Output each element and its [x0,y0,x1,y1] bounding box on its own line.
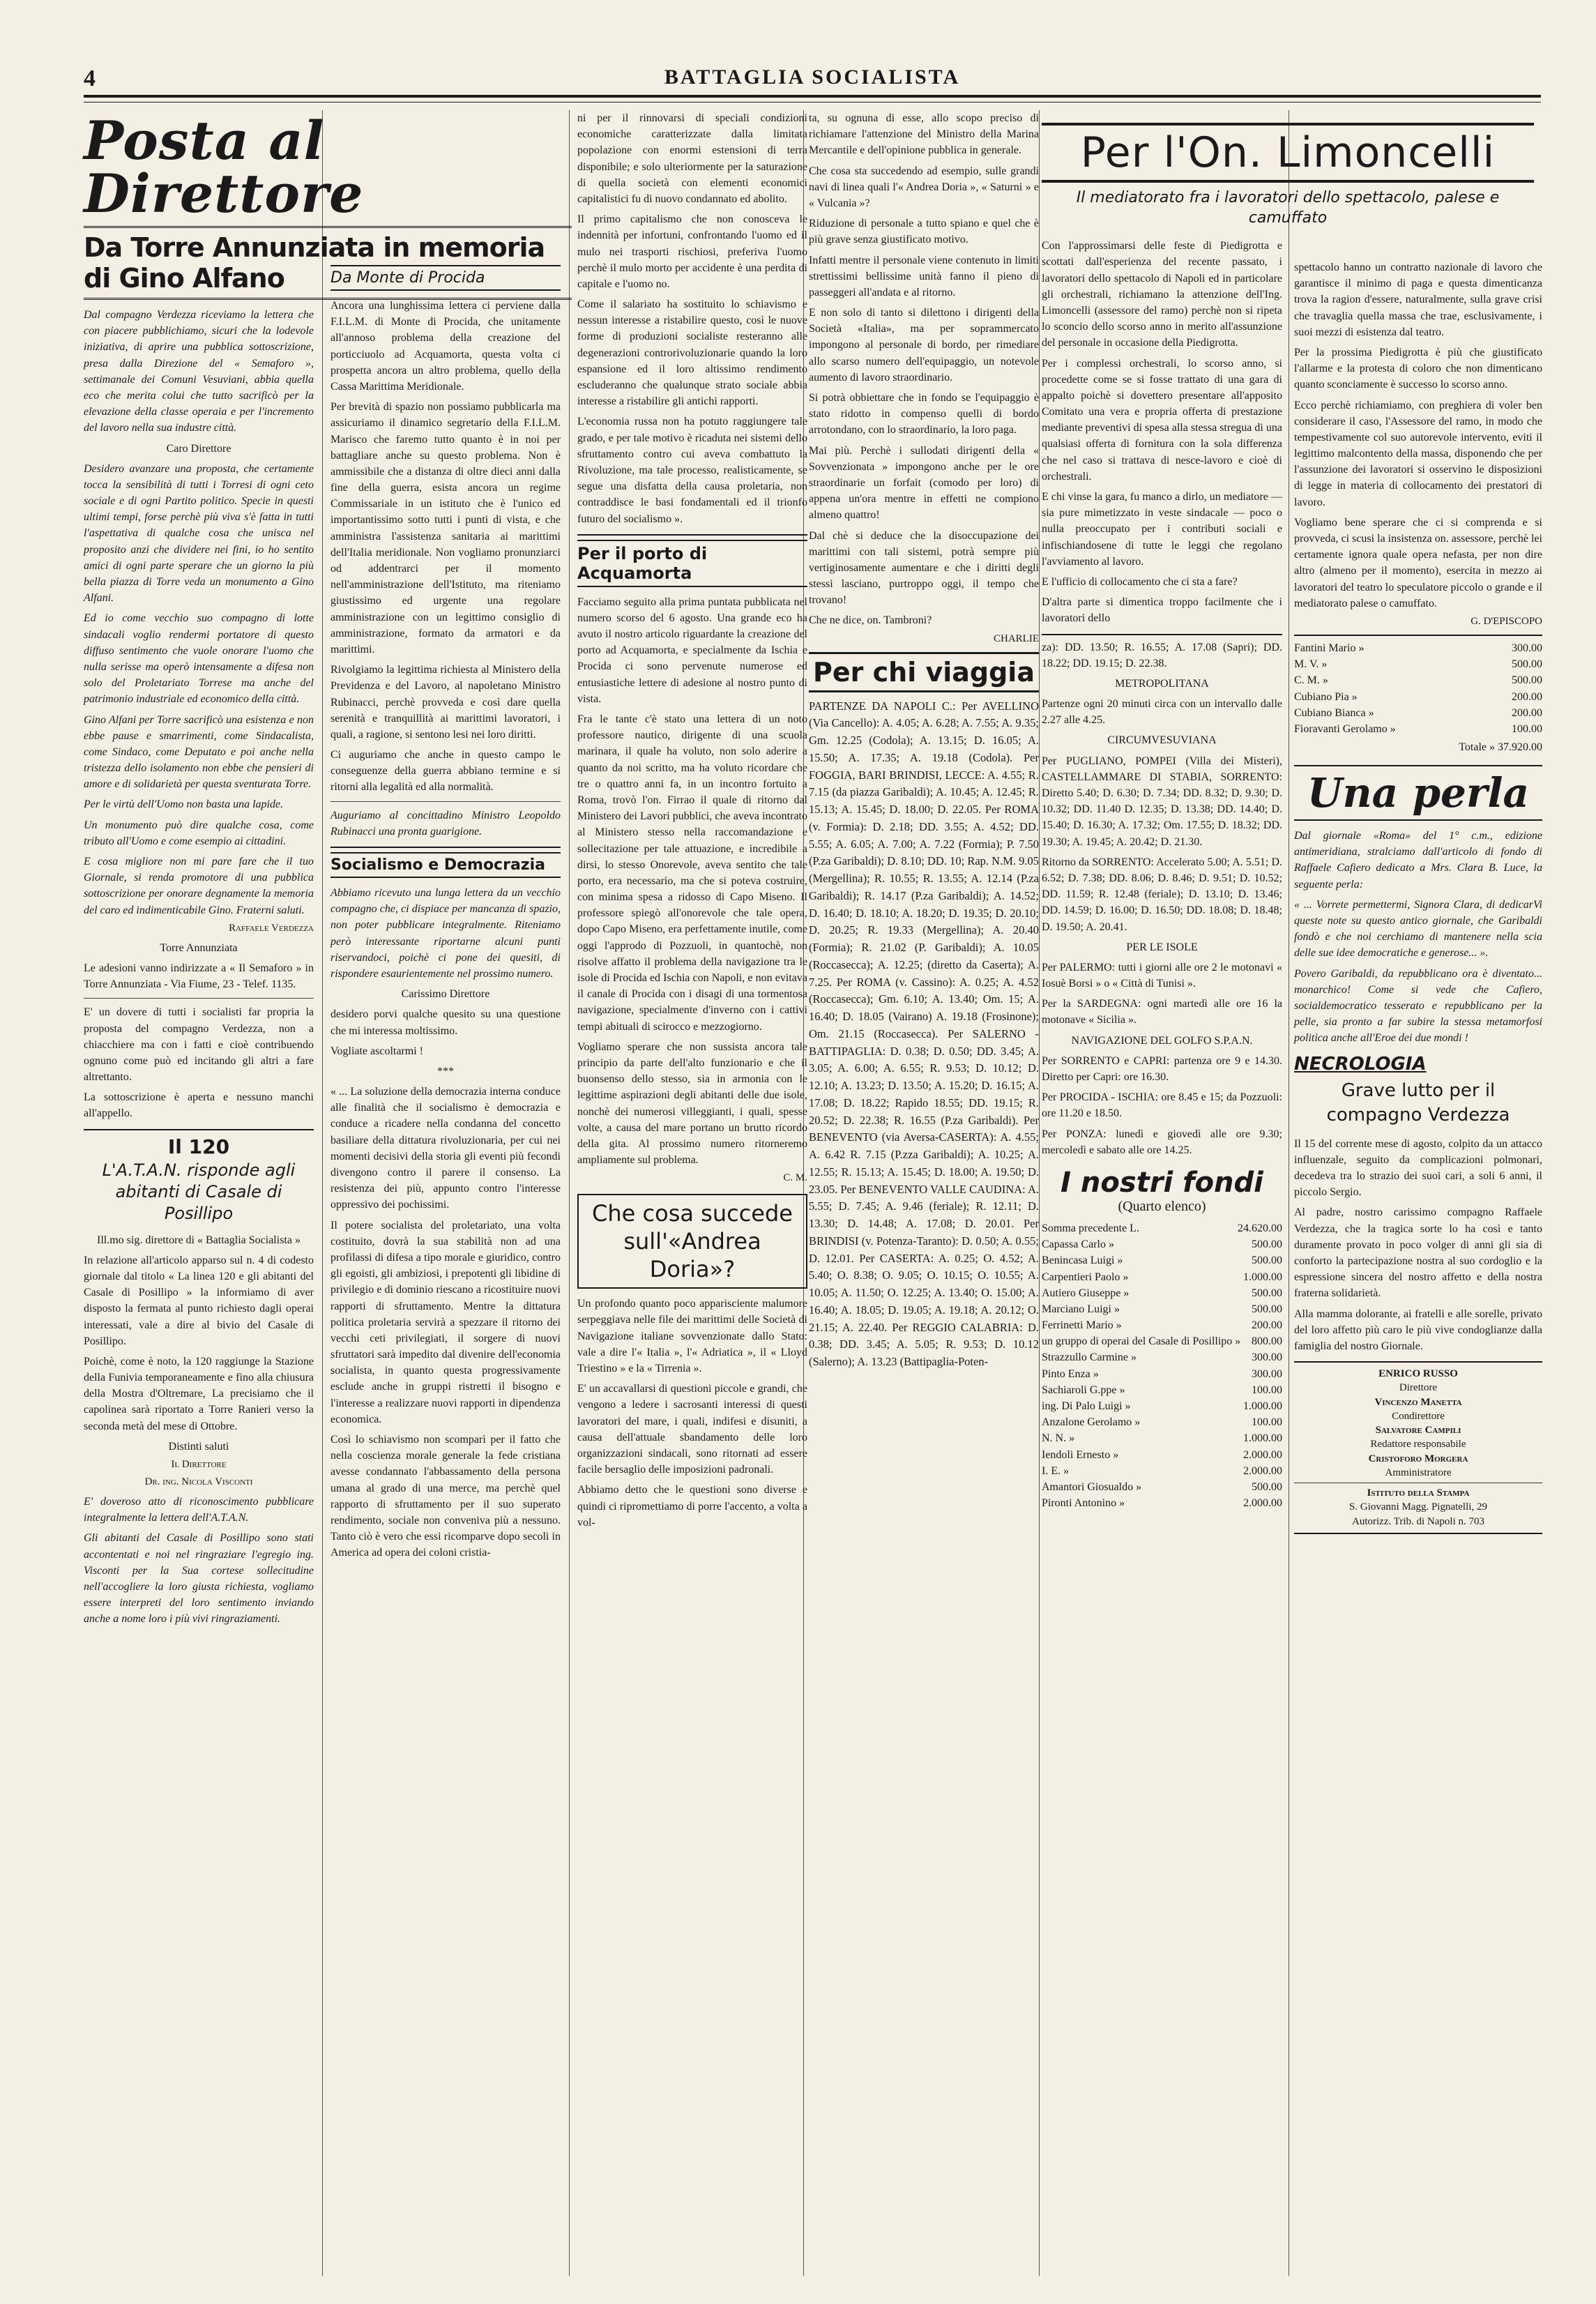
donation-amount: 2.000.00 [1243,1448,1282,1461]
donation-amount: 500.00 [1252,1238,1282,1251]
donor-name: Pironti Antonino » [1042,1497,1125,1510]
paragraph: Che ne dice, on. Tambroni? [809,614,932,627]
paragraph: D'altra parte si dimentica troppo facilmente che i lavoratori dello [1042,596,1282,625]
paragraph: Desidero avanzare una proposta, che certamente tocca la sensibilità di tutti i Torresi di ogni ceto sociale e di ogni Partito politico. Specie in questi ultimi tempi, forse perchè più viva s'è fatta in tutti l'aspettativa di qualche cosa che unisca nel proposito anzi che dividere nei fini, io ho sentito amici di ogni parte sperare che un giorno la più bella piazza di Torre veda un monumento a Gino Alfani. [84,462,314,605]
donation-row [1042,1366,1282,1382]
paragraph: Per i complessi orchestrali, lo scorso anno, si procedette come se si fosse trattato di una gara di appalto poichè si dovettero presentare all'apposito Comitato una vera e propria offerta di prestazione mediante preventivi di spesa alla stessa stregua di una qualsiasi offerta di fornitura con la sola differenza che nel caso si trattava di nesce-lavoro e cioè di orchestrali. [1042,357,1282,483]
editor-role: Amministratore [1385,1466,1452,1478]
column-divider [322,110,323,2276]
paragraph: Dal giornale «Roma» del 1° c.m., edizione antimeridiana, stralciamo dall'articolo di fondo di Raffaele Cafiero dedicato a Mrs. Clara B. Luce, la seguente perla: [1294,830,1542,890]
column-6 [1294,259,1542,2276]
paragraph: La sottoscrizione è aperta e nessuno manchi all'appello. [84,1091,314,1120]
donor-name: M. V. » [1294,658,1328,671]
paragraph: Vogliamo bene sperare che ci si comprenda e si provveda, ci scusi la insistenza on. assessore, perchè lei certamente ignora quale opera nefasta, per non dire altro (almeno per il momento), esercita in mezzo ai lavoratori del teatro lo speculatore piccolo o grande e il mediatorato palese o camuffato. [1294,516,1542,609]
timetable-heading: METROPOLITANA [1115,677,1209,690]
paragraph: Per la prossima Piedigrotta è più che giustificato l'allarme e la protesta di coloro che non dimenticano quanto sconciamente è successo lo scorso anno. [1294,346,1542,391]
article-intro: Dal compagno Verdezza riceviamo la lettera che con piacere pubblichiamo, sicuri che la lodevole iniziativa, di aprire una pubblica sottoscrizione, presa dalla Direzione del « Semaforo », settimanale dei Comuni Vesuviani, abbia quella eco che merita colui che tutto sacrificò per la elevazione della classe operaia e per l'incremento del lavoro nella sua industre città. [84,309,314,434]
timetable-heading: CIRCUMVESUVIANA [1107,734,1217,747]
signature: G. D'EPISCOPO [1470,615,1542,627]
column-4 [809,110,1039,2276]
paragraph: Si potrà obbiettare che in fondo se l'equipaggio è stato ridotto in compenso quelli di bordo arrotondano, con lo straordinario, la loro paga. [809,392,1039,437]
editor-role: Redattore responsabile [1370,1439,1466,1450]
masthead-rule-thin [84,102,1541,103]
donation-amount: 2.000.00 [1243,1497,1282,1510]
paragraph: Ecco perchè richiamiamo, con preghiera di voler ben considerare il caso, l'Assessore del ramo, in modo che tempestivamente col suo autorevole intervento, eviti il legittimo malcontento della massa, disponendo che per l'assunzione dei lavoratori si osservino le disposizioni di legge in materia di collocamento dei prestatori di lavoro. [1294,399,1542,508]
timetable: PARTENZE DA NAPOLI C.: Per AVELLINO (Via Cancello): A. 4.05; A. 6.28; A. 7.55; A. 9.35; Gm. 12.25 (Codola); A. 13.15; D. 16.05; A. 15.50; A. 17.35; A. 19.18 (Codola). Per FOGGIA, BARI BRINDISI, LECCE: A. 4.55; R. 7.15 (da piazza Garibaldi); A. 10.45; A. 12.45; R. 15.13; A. 15.45; D. 18.00; D. 22.05. Per ROMA (v. Formia): D. 2.18; DD. 3.55; A. 4.52; DD. 5.55; A. 6.05; A. 7.00; A. 7.22 (Formia); P. 7.50 (P.za Garibaldi); D. 8.10; DD. 10; Rap. N.M. 9.05 (Mergellina); R. 10.55; R. 13.55; A. 12.14 (P.za Garibaldi); R. 14.17 (P.za Garibaldi); A. 14.52; D. 16.40; D. 18.10; A. 18.20; D. 19.35; D. 20.10; D. 20.25; R. 19.33 (Mergellina); A. 20.40 (Formia); R. 21.02 (P. Garibaldi); A. 10.05 (Roccasecca); A. 12.25; (diretto da Caserta); A. 7.25. Per ROMA (v. Cassino): A. 0.25; A. 4.52 (Roccasecca); Gm. 6.10; A. 13.40; Om. 15; A. 16.40; D. 18.05 (Vairano) A. 19.18 (Frosinone); Om. 21.15 (Roccasecca). Per SALERNO - BATTIPAGLIA: D. 0.38; D. 0.50; DD. 3.45; A. 3.05; A. 6.00; A. 6.55; R. 9.53; D. 10.12; D. 12.10; A. 13.23; D. 13.50; A. 15.20; D. 16.15; A. 17.08; D. 18.22; Rapido 18.55; DD. 19.15; R. 20.52; D. 22.38; R. 16.55 (P.za Garibaldi). Per BENEVENTO (via Aversa-CASERTA): A. 4.55; A. 6.42 R. 7.15 (P.zza Garibaldi); A. 10.25; A. 12.55; R. 15.13; A. 15.45; D. 18.00; A. 19.50; D. 23.05. Per BENEVENTO VALLE CAUDINA: A. 5.55; D. 7.45; A. 9.46 (feriale); R. 12.11; D. 13.30; D. 14.48; A. 17.08; D. 20.01. Per BRINDISI (v. Potenza-Taranto): D. 0.50; A. 0.55; D. 12.01. Per CASERTA: A. 0.25; O. 4.52; A. 5.40; O. 8.38; O. 9.05; O. 10.15; O. 10.55; A. 10.05; A. 11.50; O. 12.25; A. 13.40; O. 15.00; A. 16.40; A. 18.05; D. 19.05; A. 19.18; A. 20.12; O. 21.15; A. 22.40. Per REGGIO CALABRIA: D. 0.38; DD. 3.45; A. 5.05; R. 9.53; D. 10.12 (Salerno); A. 13.23 (Battipaglia-Poten- [809,699,1039,1369]
section-title: Per il porto di Acquamorta [577,540,807,587]
donor-name: Fioravanti Gerolamo » [1294,722,1396,735]
paragraph: Al padre, nostro carissimo compagno Raffaele Verdezza, che la tragica sorte lo ha così e tanto duramente provato in poco volger di anni gli sia di conforto la partecipazione nostra al suo cordoglio e la espressione sincera del nostro affetto e della nostra fraterna solidarietà. [1294,1206,1542,1300]
donor-name: Somma precedente L. [1042,1222,1139,1234]
posta-subtitle: Da Torre Annunziata in memoria di Gino Alfano [84,226,572,300]
donation-amount: 500.00 [1252,1287,1282,1299]
editor-role: Condirettore [1392,1410,1445,1422]
donor-name: Cubiano Bianca » [1294,706,1374,719]
donations-total: Totale » 37.920.00 [1459,741,1542,754]
timetable: Per PALERMO: tutti i giorni alle ore 2 le motonavi « Iosuè Borsi » o « Città di Tunisi ». [1042,961,1282,990]
column-3 [577,110,807,2276]
donor-name: Carpentieri Paolo » [1042,1271,1129,1283]
timetable: Partenze ogni 20 minuti circa con un intervallo dalle 2.27 alle 4.25. [1042,698,1282,727]
editor-name: ENRICO RUSSO [1378,1368,1458,1380]
donations-list [1042,1220,1282,1511]
s120-title: Il 120 [167,1135,230,1158]
donation-amount: 300.00 [1512,642,1542,654]
stars: *** [437,1065,454,1077]
timetable-heading: NAVIGAZIONE DEL GOLFO S.P.A.N. [1071,1034,1253,1047]
newspaper-title: BATTAGLIA SOCIALISTA [664,66,961,89]
paragraph: E cosa migliore non mi pare fare che il tuo Giornale, si renda promotore di una pubblica sottoscrizione per onorare degnamente la memoria del caro ed indimenticabile Gino. Fraterni saluti. [84,856,314,916]
paragraph: Un profondo quanto poco apparisciente malumore serpeggiava nelle file dei marittimi delle Società di Navigazione italiane sovvenzionate dallo Stato: vale a dire l'« Italia », l'« Adriatica », il « Lloyd Triestino » e la « Tirrenia ». [577,1298,807,1374]
donor-name: Anzalone Gerolamo » [1042,1416,1141,1429]
column-2 [330,265,561,2276]
editor-role: Direttore [1399,1382,1438,1394]
paragraph: spettacolo hanno un contratto nazionale di lavoro che garantisce il minimo di paga e questa dimenticanza trova la ragion d'essere, naturalmente, sulla grave crisi che travaglia quella massa che trae, esclusivamente, i suoi mezzi di esistenza dal teatro. [1294,262,1542,338]
donation-row [1042,1447,1282,1463]
donor-name: N. N. » [1042,1432,1075,1445]
paragraph: Per le virtù dell'Uomo non basta una lapide. [84,798,284,811]
paragraph: Gino Alfani per Torre sacrificò una esistenza e non ebbe pause e smarrimenti, come Sindacalista, come Sindaco, come Deputato e poi anche nella tristezza dello isolamento non ebbe che pensieri di amore e di solidarietà per questa sventurata Torre. [84,713,314,791]
donation-amount: 1.000.00 [1243,1432,1282,1445]
paragraph: Il 15 del corrente mese di agosto, colpito da un attacco influenzale, seguito da complicazioni polmonari, decedeva tra lo strazio dei suoi cari, a soli 6 anni, il piccolo Sergio. [1294,1137,1542,1199]
divider [84,998,314,999]
donor-name: Sachiaroli G.ppe » [1042,1384,1125,1396]
donation-amount: 200.00 [1252,1319,1282,1332]
donation-row [1042,1220,1282,1236]
donor-name: Cubiano Pia » [1294,690,1358,703]
timetable: Per PROCIDA - ISCHIA: ore 8.45 e 15; da Pozzuoli: ore 11.20 e 18.50. [1042,1091,1282,1120]
signature-role: Il Direttore [171,1459,227,1471]
salutation: Carissimo Direttore [401,988,490,1001]
limoncelli-header [1042,123,1534,228]
donation-row [1042,1479,1282,1495]
donor-name: ing. Di Palo Luigi » [1042,1400,1131,1412]
donor-name: Pinto Enza » [1042,1367,1099,1380]
salutation: Caro Direttore [166,442,231,455]
donation-amount: 300.00 [1252,1367,1282,1380]
paragraph: Poichè, come è noto, la 120 raggiunge la Stazione della Funivia temporaneamente e fino alla chiusura della Mostra d'Oltremare, La precisiamo che il capolinea sarà riportato a Torre Ranieri verso la seconda metà del mese di Ottobre. [84,1355,314,1432]
donation-row [1042,1285,1282,1301]
timetable: Per la SARDEGNA: ogni martedì alle ore 16 la motonave « Sicilia ». [1042,998,1282,1026]
paragraph: Gli abitanti del Casale di Posillipo sono stati accontentati e noi nel ringraziare l'egregio ing. Visconti per la Sua cortese sollecitudine nell'accogliere la loro giusta richiesta, vogliamo essere interpreti del loro sentimento inviando anche a nome loro i più vivi ringraziamenti. [84,1532,314,1625]
donation-amount: 500.00 [1512,674,1542,687]
donor-name: Amantori Giosualdo » [1042,1480,1142,1493]
donation-row [1294,656,1542,672]
donation-row [1294,672,1542,688]
paragraph: Infatti mentre il personale viene contenuto in limiti strettissimi bellissime unità fanno il pieno di passeggeri all'andata e al ritorno. [809,254,1039,298]
divider [1042,634,1282,635]
editorial-box [1294,1361,1542,1534]
donation-row [1042,1463,1282,1479]
paragraph: Facciamo seguito alla prima puntata pubblicata nel numero scorso del 6 agosto. Una grande eco ha avuto il nostro articolo riguardante la creazione del porto ad Acquamorta, e specialmente da Ischia e Procida ci sono pervenute numerose ed entusiastiche lettere di adesione al nostro punto di vista. [577,596,807,705]
article-subtitle: Il mediatorato fra i lavoratori dello spettacolo, palese e camuffato [1076,189,1500,227]
paragraph: Vogliamo sperare che non sussista ancora tale principio da parte dell'alto funzionario e che il buonsenso dello stesso, sia in armonia con le legittime aspirazioni degli abitanti delle due isole, nonchè dei numerosi villeggianti, i quali, spesse volte, a causa del mare portano un brutto ricordo della gita. Al prossimo numero ritorneremo ampliamente sul problema. [577,1040,807,1167]
divider [330,801,561,802]
donation-row [1042,1236,1282,1252]
donations-list [1294,640,1542,737]
paragraph: Il potere socialista del proletariato, una volta costituito, dovrà la sua stabilità non ad una profilassi di difesa a tipo morale e giuridico, contro gli egoisti, gli ambiziosi, i prepotenti gli libidine di privilegio e di dominio riescano a ricostituire nuovi rapporti di sfruttamento. Mentre la dittatura politica proletaria servirà a spezzare il ritorno dei vecchi ceti privilegiati, il sorgere di nuovi sfruttatori sarà impedito dal divenire dell'economia socialista, in quanto questa progressivamente esclude anche in gruppi ristretti il bisogno e l'interesse a realizzare nuovi rapporti in dipendenza economica. [330,1219,561,1425]
section-title [84,1135,314,1225]
divider [84,1129,314,1130]
signature: Dr. ing. Nicola Visconti [144,1476,253,1488]
donation-row [1042,1252,1282,1268]
paragraph: Fra le tante c'è stato una lettera di un noto professore nautico, dirigente di una scuola marinara, il quale ha voluto, non solo aderire a quanto da noi scritto, ma ha voluto ricordare che tre o quattro anni fa, in un incontro fortuito a Roma, trovò l'on. Firrao il quale di ritorno dal Ministero dei Lavori pubblici, che aveva incontrato al Ministero stesso nella raccomandazione e sollecitazione per tale attuazione, e incredibile a dirsi, lo stesso Onorevole, aveva sentito che tale porto, era necessario, ma che si poteva costruire, con minima spesa a ridosso di Capo Miseno. Il professore spiegò all'onorevole che tale opera, dopo Capo Miseno, era perfettamente inutile, come oggi l'approdo di Pozzuoli, in quantochè, non risolve affatto il problema della navigazione tra le isole di Procida ed Ischia con Napoli, e non evitava il canale di Procida con i disagi di una tormentosa navigazione, specialmente d'inverno con i cattivi tempi abituali di scirocco e mezzogiorno. [577,713,807,1033]
paragraph: Ancora una lunghissima lettera ci perviene dalla F.I.L.M. di Monte di Procida, che unitamente all'annoso problema della creazione del porticciuolo ad Acquamorta, questa volta ci prospetta ancora un altro problema, quello della Cassa Marittima Meridionale. [330,300,561,393]
donation-row [1042,1349,1282,1365]
paragraph: E non solo di tanto si dilettono i dirigenti della Società «Italia», ma per soprammercato impongono al personale di bordo, per rimediare allo scarso numero dell'equipaggio, un notevole aumento di lavoro straordinario. [809,307,1039,384]
paragraph: Riduzione di personale a tutto spiano e quel che è più grave senza giustificato motivo. [809,218,1039,246]
editor-name: Salvatore Campili [1375,1425,1461,1437]
paragraph: E l'ufficio di collocamento che ci sta a fare? [1042,575,1238,588]
signature: CHARLIE [994,632,1039,644]
column-divider [1039,110,1040,2276]
donation-row [1294,689,1542,705]
editor-name: Vincenzo Manetta [1374,1396,1462,1408]
donation-amount: 24.620.00 [1238,1222,1282,1234]
paragraph: Abbiamo detto che le questioni sono diverse e quindi ci ripromettiamo di porre l'accento, a volta a vol- [577,1484,807,1529]
section-title: Una perla [1294,765,1542,821]
donation-row [1294,721,1542,737]
section-subtitle: (Quarto elenco) [1118,1198,1206,1214]
section-title: Da Monte di Procida [330,265,561,291]
column-divider [569,110,570,2276]
donor-name: C. M. » [1294,674,1328,687]
quote: « ... Vorrete permettermi, Signora Clara, di dedicarVi queste note su questo antico giornale, che Garibaldi fondò e che noi cerchiamo di mantenere nella scia delle sue idee democratiche e generose... ». [1294,898,1542,960]
article-title: Per l'On. Limoncelli [1042,123,1534,183]
donation-amount: 100.00 [1252,1384,1282,1396]
donation-amount: 500.00 [1252,1303,1282,1315]
timetable: Per PUGLIANO, POMPEI (Villa dei Misteri), CASTELLAMMARE DI STABIA, SORRENTO: Diretto 5.40; D. 6.30; D. 7.34; DD. 8.32; D. 9.30; D. 10.32; DD. 11.40 D. 12.35; D. 13.38; DD. 14.40; D. 15.40; D. 16.30; A. 17.32; Om. 17.55; D. 18.32; DD. 19.30; A. 19.45; A. 20.42; D. 21.30. [1042,755,1282,848]
donation-amount: 200.00 [1512,706,1542,719]
editor-name: Cristoforo Morgera [1368,1453,1468,1464]
signature: C. M. [783,1172,807,1184]
donor-name: I. E. » [1042,1464,1070,1477]
donor-name: Strazzullo Carmine » [1042,1351,1137,1364]
paragraph: Povero Garibaldi, da repubblicano ora è diventato... monarchico! Come si vede che Cafiero, socialdemocratico tesserato e repubblicano per la pelle, sia pronto a far subire la stessa metamorfosi politica anche all'Eroe dei due mondi ! [1294,967,1542,1045]
paragraph: E' doveroso atto di riconoscimento pubblicare integralmente la lettera dell'A.T.A.N. [84,1496,314,1524]
paragraph: Ed io come vecchio suo compagno di lotte sindacali voglio rendermi portatore di questo diffuso sentimento che vuole onorare l'uomo che nulla serisse ma operò intensamente a difesa non solo del Proletariato Torrese ma anche del patrimonio industriale ed economico della città. [84,612,314,706]
timetable-heading: PER LE ISOLE [1126,941,1198,953]
printer-address: S. Giovanni Magg. Pignatelli, 29 [1349,1501,1487,1513]
signature: Raffaele Verdezza [229,922,314,934]
paragraph: Come il salariato ha sostituito lo schiavismo e nessun interesse a ristabilire questo, così le nuove forme di produzioni socialiste resteranno alle degenerazioni controrivoluzionarie quando la loro espansione ed il loro altissimo rendimento escluderanno che qualunque strato sociale abbia interesse a ristabilire gli antichi rapporti. [577,298,807,408]
paragraph: E' un accavallarsi di questioni piccole e grandi, che vengono a ledere i sacrosanti interessi di questi lavoratori del mare, i quali, indifesi e disuniti, a causa dell'attuale sbandamento delle loro organizzazioni sindacali, sono ritornati ad essere facile bersaglio delle imposizioni padronali. [577,1383,807,1476]
donation-row [1042,1398,1282,1414]
paragraph: Così lo schiavismo non scomparì per il fatto che nella coscienza morale generale la fede cristiana avesse condannato l'abbassamento della persona umana al grado di una merce, ma perchè quel rapporto di sfruttamento per il suo superato rendimento, sociale non conveniva più a nessuno. Tanto ciò è vero che essi ricomparve dopo secoli in America ad opera dei coloni cristia- [330,1434,561,1559]
timetable: Per SORRENTO e CAPRI: partenza ore 9 e 14.30. Diretto per Capri: ore 16.30. [1042,1054,1282,1083]
donation-amount: 300.00 [1252,1351,1282,1364]
donation-row [1042,1317,1282,1333]
donor-name: Marciano Luigi » [1042,1303,1120,1315]
paragraph: Un monumento può dire qualche cosa, come tributo all'Uomo e come esempio ai cittadini. [84,819,314,847]
paragraph: Mai più. Perchè i sullodati dirigenti della « Sovvenzionata » impongono anche per le ore straordinarie un forfait (comodo per loro) di appena un'ora mentre in effetti ne compiono almeno quattro! [809,444,1039,522]
donation-amount: 1.000.00 [1243,1400,1282,1412]
paragraph: Le adesioni vanno indirizzate a « Il Semaforo » in Torre Annunziata - Via Fiume, 23 - Telef. 1135. [84,962,314,991]
place: Torre Annunziata [160,941,238,954]
paragraph: Dal chè si deduce che la disoccupazione dei marittimi con tali sistemi, potrà sempre più vertiginosamente aumentare e che i diritti degli stessi lasciano, purtroppo oggi, il tempo che trovano! [809,529,1039,607]
paragraph: Rivolgiamo la legittima richiesta al Ministero della Previdenza e del Lavoro, al napoletano Ministro Rubinacci, perchè provveda e così dare quella serenità e tranquillità ai marittimi lavoratori, i quali, a ragione, si sentono lesi nei loro diritti. [330,664,561,741]
donation-amount: 2.000.00 [1243,1464,1282,1477]
paragraph: Che cosa sta succedendo ad esempio, sulle grandi navi di linea quali l'« Andrea Doria », « Saturni » e « Vulcania »? [809,165,1039,209]
paragraph: Alla mamma dolorante, ai fratelli e alle sorelle, privato del loro affetto più caro le più vive condoglianze dalla famiglia del nostro Giornale. [1294,1308,1542,1352]
donor-name: Benincasa Luigi » [1042,1255,1123,1267]
section-title: Che cosa succede sull'«Andrea Doria»? [577,1194,807,1289]
donation-row [1042,1333,1282,1349]
salutation: Ill.mo sig. direttore di « Battaglia Socialista » [97,1234,301,1246]
section-title: Per chi viaggia [809,652,1039,692]
donor-name: Ferrinetti Mario » [1042,1319,1122,1332]
section-title: I nostri fondi [1061,1166,1263,1199]
timetable: Per PONZA: lunedì e giovedì alle ore 9.30; mercoledì e sabato alle ore 14.25. [1042,1128,1282,1156]
paragraph: Con l'approssimarsi delle feste di Piedigrotta e scottati dall'esperienza del recente passato, i lavoratori dello spettacolo di Napoli ed in particolare gli orchestrali, richiamano la attenzione dell'Ing. Limoncelli (assessore del ramo) perchè non si ripeta lo sconcio dello scorso anno in merito all'assunzione del personale in occasione della Piedigrotta. [1042,240,1282,349]
paragraph: ni per il rinnovarsi di speciali condizioni economiche caratterizzate dalla limitata popolazione con enormi estensioni di terra disponibile; e solo ulteriormente per la saturazione di quella società con elementi economici capitalistici fu di nuovo condannato ed abolito. [577,112,807,205]
s120-subtitle: L'A.T.A.N. risponde agli abitanti di Casale di Posillipo [102,1160,296,1224]
donation-amount: 500.00 [1512,658,1542,671]
donor-name: Iendoli Ernesto » [1042,1448,1119,1461]
donor-name: Fantini Mario » [1294,642,1365,654]
paragraph: desidero porvi qualche quesito su una questione che mi interessa moltissimo. [330,1008,561,1037]
divider [577,534,807,536]
paragraph: E' un dovere di tutti i socialisti far propria la proposta del compagno Verdezza, non a chiacchiere ma con i fatti e cioè contribuendo ognuno come può ed incitando gli altri a fare altrettanto. [84,1006,314,1084]
paragraph: L'economia russa non ha potuto raggiungere tale grado, e per tale motivo è ricaduta nei sistemi dello sfruttamento contro cui aveva combattuto la Rivoluzione, ma tale processo, realisticamente, se segue una disfatta della causa proletaria, non contraddisce le basi fondamentali ed il trionfo futuro del socialismo ». [577,416,807,525]
donation-amount: 1.000.00 [1243,1271,1282,1283]
donation-amount: 200.00 [1512,690,1542,703]
donation-amount: 800.00 [1252,1335,1282,1348]
divider [1294,635,1542,636]
donor-name: un gruppo di operai del Casale di Posillipo » [1042,1335,1241,1348]
divider [330,847,561,848]
authorization: Autorizz. Trib. di Napoli n. 703 [1352,1515,1484,1527]
paragraph: Il primo capitalismo che non conosceva le indennità per infortuni, confrontando l'uomo ed il mulo nei trasporti rischiosi, preferiva l'uomo perchè il mulo morto per accidente è una perdita di capitale e l'uomo no. [577,213,807,290]
posta-title: Posta al Direttore [84,109,364,225]
donation-row [1294,640,1542,656]
paragraph: E chi vinse la gara, fu manco a dirlo, un mediatore — sia pure mimetizzato in veste sindacale — poco o nulla preoccupato per i contributi sociali e infischiandosene di tutte le leggi che regolano l'avviamento al lavoro. [1042,491,1282,568]
donation-amount: 100.00 [1252,1416,1282,1429]
donation-row [1042,1495,1282,1511]
donation-row [1294,705,1542,721]
article-title: Grave lutto per il compagno Verdezza [1326,1079,1510,1126]
donor-name: Autiero Giuseppe » [1042,1287,1130,1299]
donor-name: Capassa Carlo » [1042,1238,1114,1251]
donation-row [1042,1414,1282,1430]
donation-row [1042,1430,1282,1446]
timetable: Ritorno da SORRENTO: Accelerato 5.00; A. 5.51; D. 6.52; D. 7.38; DD. 8.06; D. 8.46; D. 9.51; D. 10.52; DD. 11.59; R. 12.48 (feriale); D. 13.10; D. 13.46; DD. 14.59; D. 16.00; D. 16.50; DD. 18.08; D. 18.48; D. 19.50; A. 20.41. [1042,856,1282,933]
paragraph: Abbiamo ricevuto una lunga lettera da un vecchio compagno che, ci dispiace per mancanza di spazio, non poter pubblicare integralmente. Riteniamo però interessante riportarne alcuni punti riservandoci, poichè ci pone dei quesiti, di rispondere esaurientemente nel prossimo numero. [330,887,561,980]
timetable: za): DD. 13.50; R. 16.55; A. 17.08 (Sapri); DD. 18.22; DD. 19.15; D. 22.38. [1042,641,1282,669]
donation-row [1042,1269,1282,1285]
closing: Distinti saluti [168,1440,229,1453]
masthead-rule [84,95,1541,98]
paragraph: Auguriamo al concittadino Ministro Leopoldo Rubinacci una pronta guarigione. [330,809,561,838]
donation-amount: 500.00 [1252,1255,1282,1267]
section-title: Socialismo e Democrazia [330,852,561,878]
paragraph: Vogliate ascoltarmi ! [330,1045,423,1057]
printer: Istituto della Stampa [1367,1487,1470,1499]
donation-row [1042,1301,1282,1317]
paragraph: Ci auguriamo che anche in questo campo le conseguenze della guerra abbiano termine e si ritorni alla legalità ed alla normalità. [330,749,561,794]
donation-row [1042,1382,1282,1398]
paragraph: Per brevità di spazio non possiamo pubblicarla ma assicuriamo il dinamico segretario della F.I.L.M. Marisco che faremo tutto quanto è in noi per battagliare anche su questo problema. Non è ammissibile che a distanza di oltre dieci anni dalla fine della guerra, esista ancora un regime Commissariale in un istituto che è l'unico ed importantissimo sotto tutti i punti di vista, e che amministra l'assistenza sanitaria ai marittimi dell'Italia meridionale. Non vogliamo pronunziarci od addentrarci per il momento nell'amministrazione dell'Istituto, ma riteniamo giustissimo ed urgente una regolare amministrazione con un legittimo consiglio di amministrazione, formato da armatori e da marittimi. [330,401,561,655]
page-number: 4 [84,66,96,91]
paragraph: In relazione all'articolo apparso sul n. 4 di codesto giornale dal titolo « La linea 120 e gli abitanti del Casale di Posillipo » la informiamo di aver disposto la fermata al punto richiesto dagli operai interessati, vale a dire al bivio del Casale di Posillipo. [84,1254,314,1347]
donation-amount: 500.00 [1252,1480,1282,1493]
masthead [84,61,1541,96]
donation-amount: 100.00 [1512,722,1542,735]
paragraph: « ... La soluzione della democrazia interna conduce alle finalità che il socialismo è democrazia e conduce a ricadere nella condanna del concetto basiliare della dittatura rivoluzionaria, per cui nei momenti decisivi della storia gli eventi più fecondi divengono contro il parere il consenso. La resistenza dei più, appunto contro l'interesse oppressivo dei pochissimi. [330,1086,561,1211]
section-title: NECROLOGIA [1294,1053,1427,1075]
paragraph: ta, su ognuna di esse, allo scopo preciso di richiamare l'attenzione del Ministro della Marina Mercantile e dell'opinione pubblica in generale. [809,112,1039,157]
